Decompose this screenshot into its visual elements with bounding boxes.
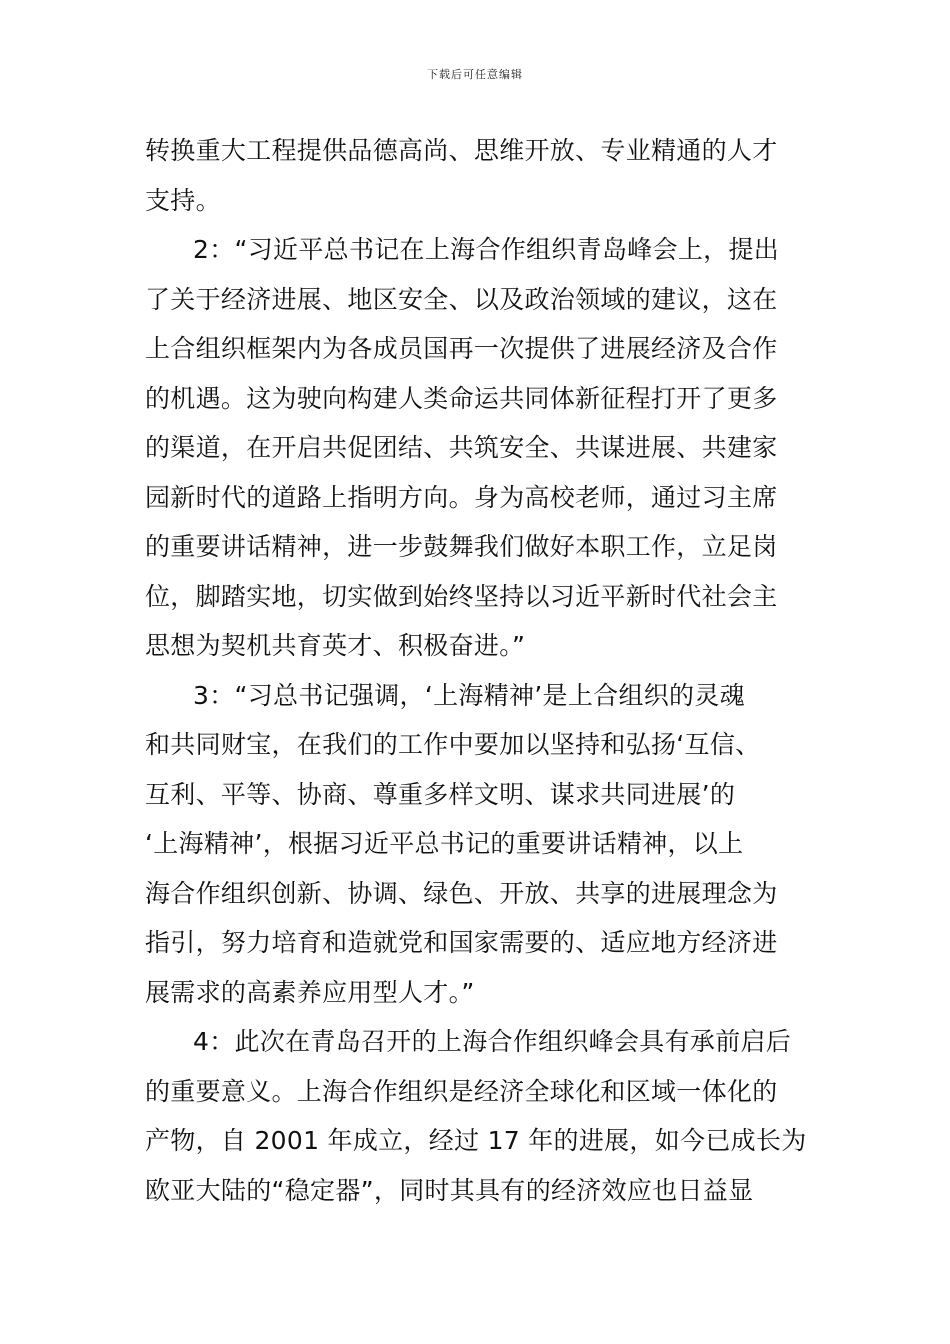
text-line: 位，脚踏实地，切实做到始终坚持以习近平新时代社会主 [145, 581, 778, 611]
paragraph-start-line: 2：“习近平总书记在上海合作组织青岛峰会上，提出 [193, 235, 780, 264]
page-header: 下载后可任意编辑 [427, 68, 523, 81]
text-line: 的机遇。这为驶向构建人类命运共同体新征程打开了更多 [145, 383, 778, 413]
text-line: 的渠道，在开启共促团结、共筑安全、共谋进展、共建家 [145, 433, 778, 462]
text-line: 思想为契机共育英才、积极奋进。” [145, 631, 526, 660]
text-line: 上合组织框架内为各成员国再一次提供了进展经济及合作 [145, 334, 778, 363]
text-line: 展需求的高素养应用型人才。” [145, 977, 475, 1007]
text-line: 的重要讲话精神，进一步鼓舞我们做好本职工作，立足岗 [145, 532, 778, 561]
paragraph-start-line: 4：此次在青岛召开的上海合作组织峰会具有承前启后 [193, 1027, 792, 1056]
paragraph-start-line: 3：“习总书记强调，‘上海精神’是上合组织的灵魂 [193, 680, 745, 710]
text-line: 和共同财宝，在我们的工作中要加以坚持和弘扬‘互信、 [145, 730, 761, 759]
text-line: 的重要意义。上海合作组织是经济全球化和区域一体化的 [145, 1076, 778, 1106]
text-line: 支持。 [145, 185, 221, 215]
text-line: 海合作组织创新、协调、绿色、开放、共享的进展理念为 [145, 878, 778, 908]
text-line: 转换重大工程提供品德高尚、思维开放、专业精通的人才 [145, 136, 778, 165]
document-body [145, 126, 805, 1215]
text-line: 指引，努力培育和造就党和国家需要的、适应地方经济进 [145, 928, 778, 957]
text-line: 欧亚大陆的“稳定器”，同时其具有的经济效应也日益显 [145, 1175, 754, 1205]
text-line: 了关于经济进展、地区安全、以及政治领域的建议，这在 [145, 284, 778, 314]
text-line: 园新时代的道路上指明方向。身为高校老师，通过习主席 [145, 482, 778, 512]
text-line: 互利、平等、协商、尊重多样文明、谋求共同进展’的 [145, 779, 736, 809]
text-line: ‘上海精神’，根据习近平总书记的重要讲话精神，以上 [145, 829, 744, 858]
text-line: 产物，自 2001 年成立，经过 17 年的进展，如今已成长为 [145, 1126, 807, 1155]
